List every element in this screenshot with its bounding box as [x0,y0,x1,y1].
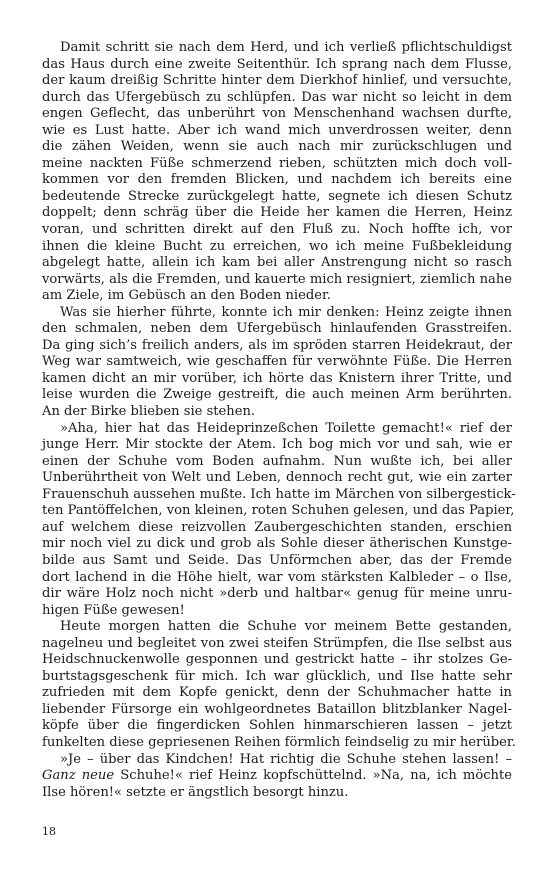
text-line: bilde aus Samt und Seide. Das Unförmchen aber, das der Fremde [42,552,512,568]
paragraph [42,752,512,802]
text-line: wie es Lust hatte. Aber ich wand mich unverdrossen weiter, denn [42,122,512,138]
text-line: das Haus durch eine zweite Seitenthür. Ich sprang nach dem Flusse, [42,56,512,72]
text-line: köpfe über die fingerdicken Sohlen hinmarschieren lassen – jetzt [42,718,512,734]
text-line: »Aha, hier hat das Heideprinzeßchen Toilette gemacht!« rief der [60,420,512,436]
paragraph [42,619,516,751]
text-line: junge Herr. Mir stockte der Atem. Ich bog mich vor und sah, wie er [42,437,512,453]
text-line: durch das Ufergebüsch zu schlüpfen. Das war nicht so leicht in dem [42,89,512,105]
text-line: dir wäre Holz noch nicht »derb und haltbar« genug für meine unru- [42,586,512,602]
text-line: Heute morgen hatten die Schuhe vor meinem Bette gestanden, [60,619,512,635]
text-line: meine nackten Füße schmerzend rieben, schützten mich doch voll- [42,155,512,171]
text-line: funkelten diese gepriesenen Reihen förmlich feindselig zu mir herüber. [42,734,516,750]
text-line: »Je – über das Kindchen! Hat richtig die Schuhe stehen lassen! – [60,751,512,767]
text-line: ten Pantöffelchen, von kleinen, roten Schuhen gelesen, und das Papier, [42,503,515,519]
text-line: doppelt; denn schräg über die Heide her kamen die Herren, Heinz [42,205,512,221]
text-line: An der Birke blieben sie stehen. [42,404,256,420]
text-line: dort lachend in die Höhe hielt, war vom stärksten Kalbleder – o Ilse, [42,569,512,585]
text-line: den schmalen, neben dem Ufergebüsch hinlaufenden Grasstreifen. [42,321,512,337]
text-line: Da ging sich’s freilich anders, als im spröden starren Heidekraut, der [42,337,512,353]
text-line: am Ziele, im Gebüsch an den Boden nieder. [42,288,331,304]
paragraph [42,305,512,421]
text-line: auf welchem diese reizvollen Zaubergeschichten standen, erschien [42,519,512,535]
text-line: die zähen Weiden, wenn sie auch nach mir zurückschlugen und [42,139,512,155]
text-line: nagelneu und begleitet von zwei steifen Strümpfen, die Ilse selbst aus [42,635,512,651]
text-line: kommen vor den fremden Blicken, und nachdem ich bereits eine [42,172,512,188]
page-body [42,40,516,801]
text-line: higen Füße gewesen! [42,602,185,618]
text-line: kamen dicht an mir vorüber, ich hörte das Knistern ihrer Tritte, und [42,370,512,386]
paragraph [42,420,516,620]
text-line: zufrieden mit dem Kopfe genickt, denn der Schuhmacher hatte in [42,685,512,701]
page-number: 18 [42,825,56,838]
text-line: burtstagsgeschenk für mich. Ich war glücklich, und Ilse hatte sehr [42,668,512,684]
paragraph [42,40,512,305]
text-line: abgelegt hatte, allein ich kam bei aller Anstrengung nicht so rasch [42,255,512,271]
text-line: ihnen die kleine Bucht zu erreichen, wo ich meine Fußbekleidung [42,238,512,254]
text-line: einen der Schuhe vom Boden aufnahm. Nun wußte ich, bei aller [42,453,512,469]
text-line: Unberührtheit von Welt und Leben, dennoch recht gut, wie ein zarter [42,470,512,486]
text-line: voran, und schritten direkt auf den Fluß zu. Noch hoffte ich, vor [42,222,512,238]
text-line: liebender Fürsorge ein wohlgeordnetes Bataillon blitzblanker Nagel- [42,701,512,717]
emphasis: Ganz neue [42,768,115,784]
text-line: leise wurden die Zweige gestreift, die auch meinen Arm berührten. [42,387,512,403]
text-line: Heidschnuckenwolle gesponnen und gestrickt hatte – ihr stolzes Ge- [42,652,512,668]
text-line: der kaum dreißig Schritte hinter dem Dierkhof hinlief, und versuchte, [42,73,512,89]
text-line: vorwärts, als die Fremden, und kauerte mich resigniert, ziemlich nahe [42,271,512,287]
text-line: Ganz neue Schuhe!« rief Heinz kopfschüttelnd. »Na, na, ich möchte [42,768,513,784]
text-line: engen Geflecht, das unberührt von Menschenhand wachsen durfte, [42,106,512,122]
text-line: Damit schritt sie nach dem Herd, und ich verließ pflichtschuldigst [60,40,512,55]
text-line: Was sie hierher führte, konnte ich mir denken: Heinz zeigte ihnen [60,304,512,320]
text-line: Frauenschuh aussehen mußte. Ich hatte im Märchen von silbergestick- [42,486,516,502]
text-line: bedeutende Strecke zurückgelegt hatte, segnete ich diesen Schutz [42,188,512,204]
text-line: Ilse hören!« setzte er ängstlich besorgt hinzu. [42,784,349,800]
text-line: Weg war samtweich, wie geschaffen für verwöhnte Füße. Die Herren [42,354,512,370]
text-line: mir noch viel zu dick und grob als Sohle dieser ätherischen Kunstge- [42,536,512,552]
